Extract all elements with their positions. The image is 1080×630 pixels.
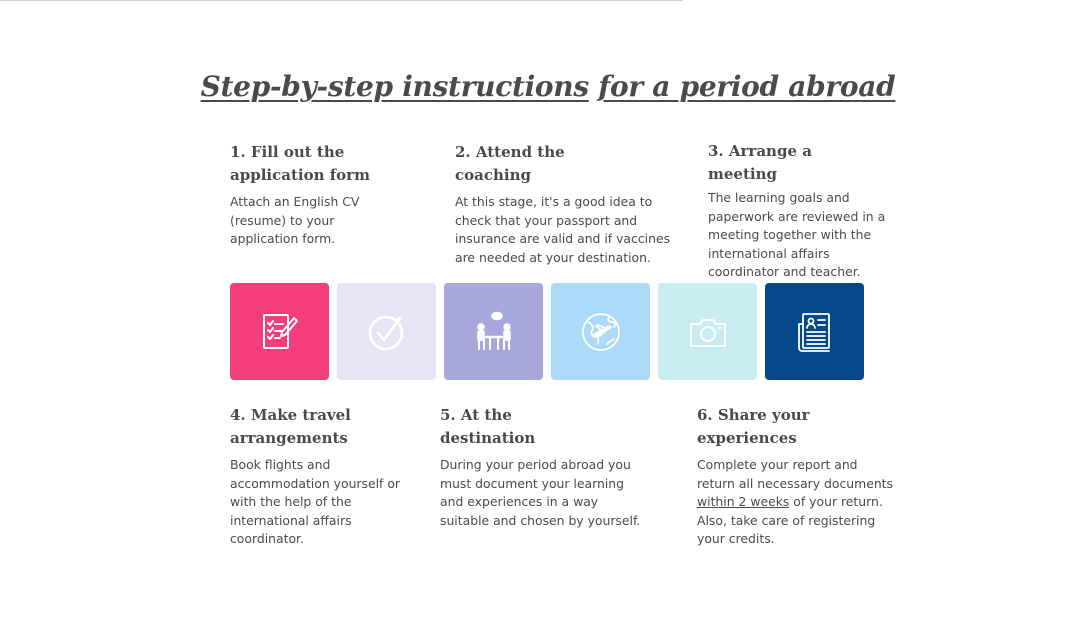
globe-plane-icon [579, 310, 623, 354]
tile-camera [658, 283, 757, 380]
report-document-icon [793, 310, 837, 354]
step-5 [440, 404, 680, 530]
step-1-title: 1. Fill out the application form [230, 143, 370, 184]
step-3-title: 3. Arrange a meeting [708, 142, 812, 183]
step-4-title: 4. Make travel arrangements [230, 406, 351, 447]
deadline-emphasis: within 2 weeks [697, 494, 790, 509]
top-divider [0, 0, 683, 1]
step-3 [708, 140, 928, 282]
step-5-title: 5. At the destination [440, 406, 536, 447]
step-2-text: At this stage, it's a good idea to check that your passport and insurance are valid and if vaccines are needed at your destination. [455, 194, 671, 265]
tile-meeting [444, 283, 543, 380]
step-4-text: Book flights and accommodation yourself or with the help of the international affairs coordinator. [230, 457, 401, 546]
application-form-icon [258, 310, 302, 354]
step-6 [697, 404, 937, 549]
checkmark-icon [365, 310, 409, 354]
meeting-icon [472, 310, 516, 354]
step-1 [230, 141, 430, 249]
step-6-title: 6. Share your experiences [697, 406, 810, 447]
step-3-text: The learning goals and paperwork are reviewed in a meeting together with the international affairs coordinator and teacher. [708, 190, 886, 279]
tile-globe-plane [551, 283, 650, 380]
tile-application-form [230, 283, 329, 380]
step-2 [455, 141, 695, 267]
camera-icon [686, 310, 730, 354]
page-title: Step-by-step instructions for a period abroad [200, 70, 896, 103]
tile-checkmark [337, 283, 436, 380]
step-1-text: Attach an English CV (resume) to your application form. [230, 194, 360, 246]
tile-report-document [765, 283, 864, 380]
step-5-text: During your period abroad you must document your learning and experiences in a way suitable and chosen by yourself. [440, 457, 641, 528]
step-4 [230, 404, 430, 549]
step-2-title: 2. Attend the coaching [455, 143, 565, 184]
step-6-text: Complete your report and return all necessary documents within 2 weeks of your return. Also, take care of registering your credits. [697, 457, 893, 546]
